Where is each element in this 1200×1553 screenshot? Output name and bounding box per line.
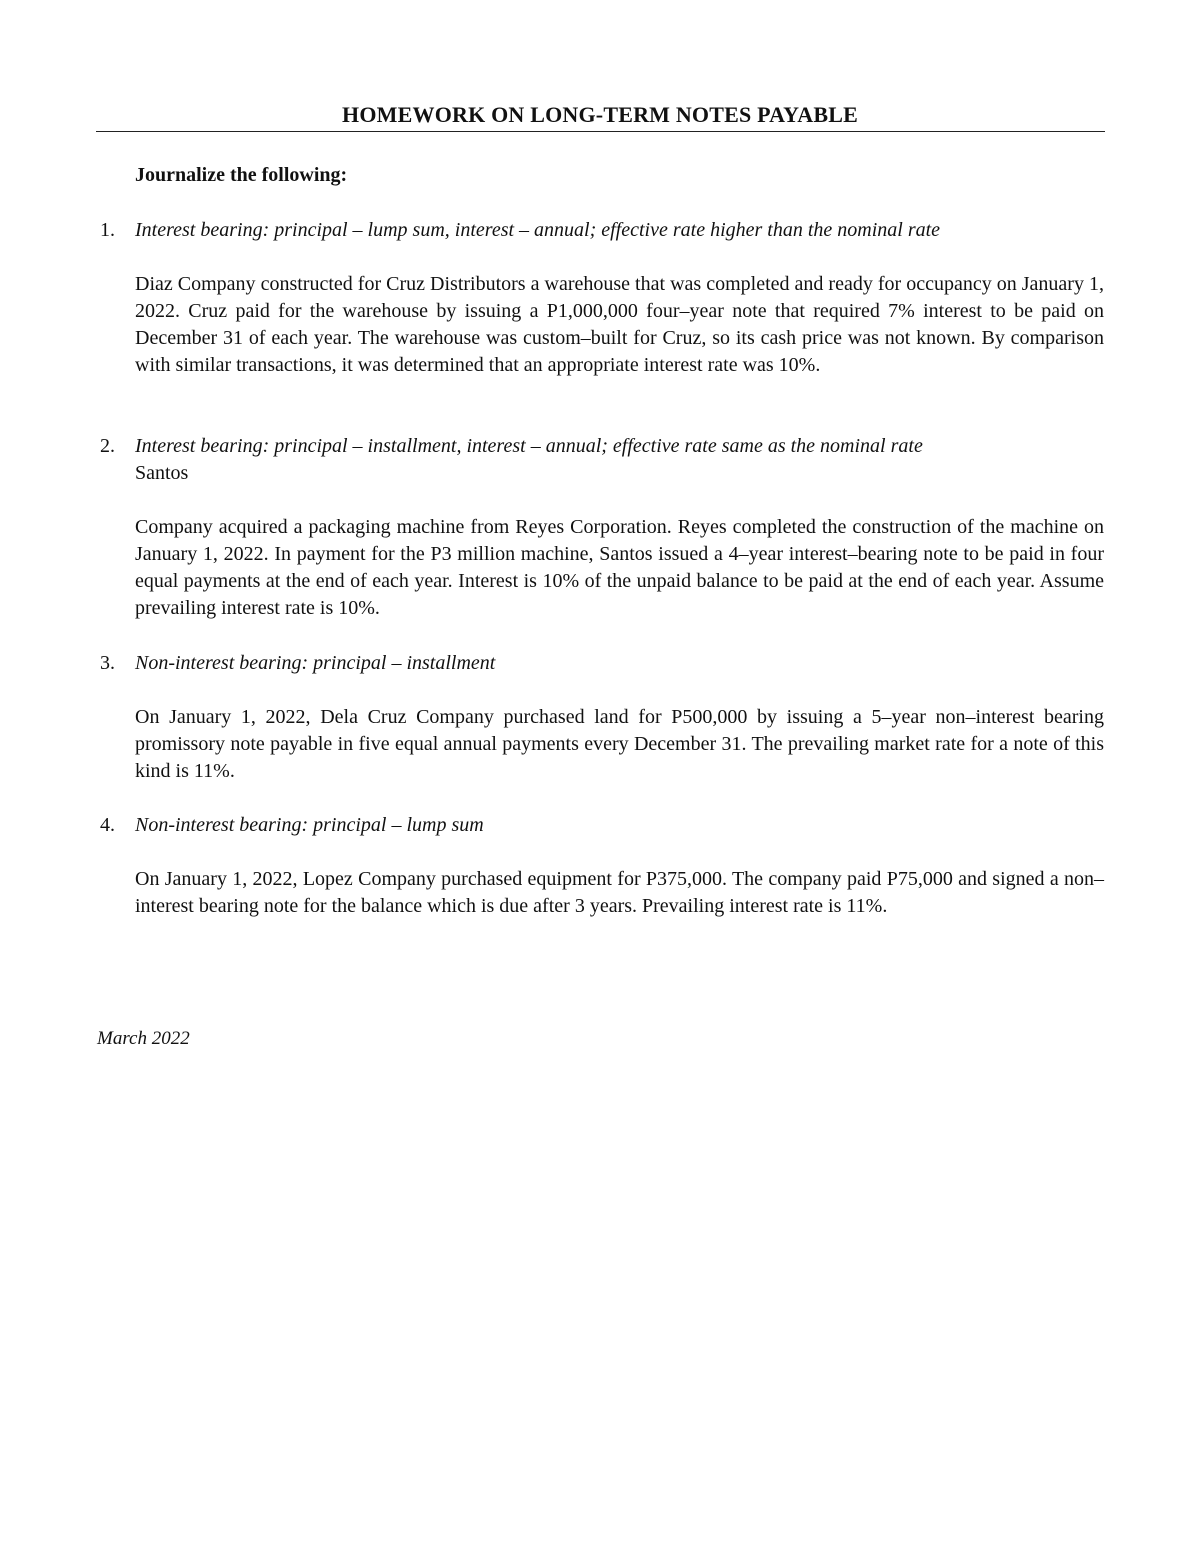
- item-body: On January 1, 2022, Lopez Company purchased equipment for P375,000. The company paid P75,000 and signed a non–interest bearing note for the balance which is due after 3 years. Prevailing interest rate is 11%.: [135, 868, 1104, 917]
- item-number: 2.: [100, 435, 115, 457]
- instruction-text: Journalize the following:: [135, 164, 348, 186]
- problem-item-1: [96, 217, 1104, 379]
- title-underline: [96, 131, 1105, 132]
- document-date: March 2022: [97, 1028, 190, 1049]
- item-heading: Interest bearing: principal – lump sum, interest – annual; effective rate higher than the nominal rate: [135, 219, 941, 241]
- document-title: HOMEWORK ON LONG-TERM NOTES PAYABLE: [342, 102, 858, 127]
- item-number: 1.: [100, 219, 115, 241]
- problem-item-3: [96, 650, 1104, 785]
- item-heading: Non-interest bearing: principal – lump sum: [135, 814, 484, 836]
- item-number: 4.: [100, 814, 115, 836]
- item-body: Company acquired a packaging machine from Reyes Corporation. Reyes completed the construction of the machine on January 1, 2022. In payment for the P3 million machine, Santos issued a 4–year interest–bearing note to be paid in four equal payments at the end of each year. Interest is 10% of the unpaid balance to be paid at the end of each year. Assume prevailing interest rate is 10%.: [135, 516, 1104, 619]
- problem-item-2: [96, 433, 1104, 622]
- item-number: 3.: [100, 652, 115, 674]
- item-body: On January 1, 2022, Dela Cruz Company purchased land for P500,000 by issuing a 5–year non–interest bearing promissory note payable in five equal annual payments every December 31. The prevailing market rate for a note of this kind is 11%.: [135, 706, 1104, 782]
- item-heading: Interest bearing: principal – installment, interest – annual; effective rate same as the nominal rate: [135, 435, 923, 457]
- problem-item-4: [96, 812, 1104, 920]
- item-heading: Non-interest bearing: principal – installment: [135, 652, 496, 674]
- item-heading-suffix: Santos: [135, 462, 189, 484]
- item-body: Diaz Company constructed for Cruz Distributors a warehouse that was completed and ready for occupancy on January 1, 2022. Cruz paid for the warehouse by issuing a P1,000,000 four–year note that required 7% interest to be paid on December 31 of each year. The warehouse was custom–built for Cruz, so its cash price was not known. By comparison with similar transactions, it was determined that an appropriate interest rate was 10%.: [135, 273, 1104, 376]
